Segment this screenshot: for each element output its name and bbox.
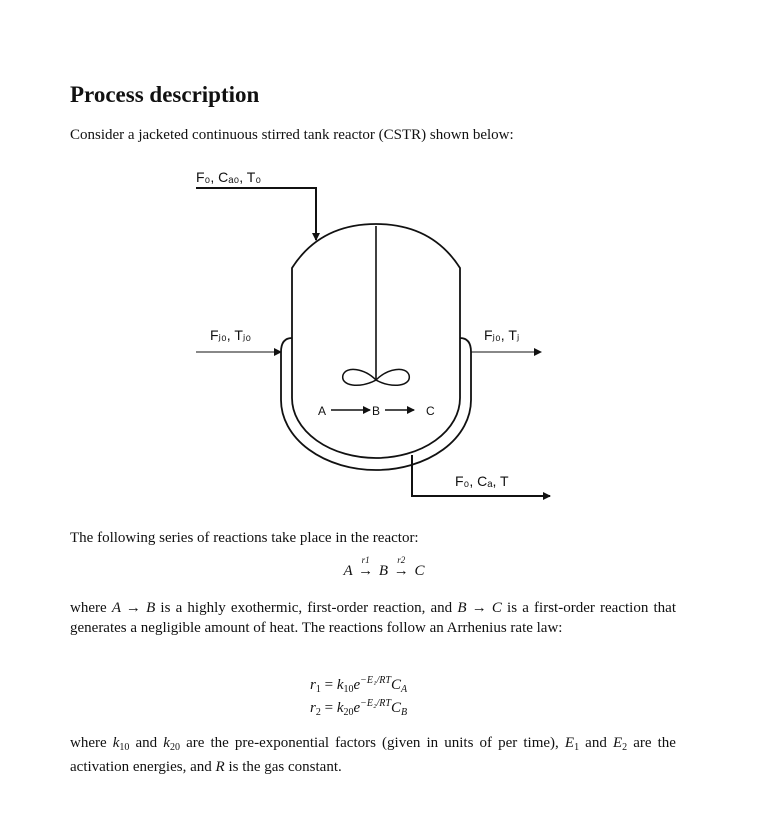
description-reaction-bc: B → C <box>457 600 502 616</box>
closing-text <box>70 734 676 777</box>
series-text: The following series of reactions take place in the reactor: <box>70 530 419 546</box>
closing-e2-sub: 2 <box>622 742 628 753</box>
description-text-3: is a first-order reaction that generates a negligible amount of heat. The reactions follow an Arrhenius rate law: <box>70 600 676 636</box>
jacket-outlet-label: Fⱼ₀, Tⱼ <box>484 327 520 343</box>
jacket-inlet-stub <box>281 338 292 352</box>
description-reaction-ab: A → B <box>111 600 156 616</box>
eq1-lhs: r <box>310 677 316 693</box>
vessel-species-c: C <box>426 404 435 418</box>
jacket-inlet-label: Fⱼ₀, Tⱼ₀ <box>210 327 252 343</box>
closing-text-6: is the gas constant. <box>224 758 342 775</box>
eq1-equals: = <box>324 677 334 693</box>
scheme-arrow-1: r1 → <box>358 555 374 579</box>
closing-k10: k <box>112 735 120 751</box>
cstr-diagram <box>0 160 768 520</box>
eq2-exponent: −E₂/RT <box>360 698 391 709</box>
description-text-2: is a highly exothermic, first-order reaction, and <box>155 600 458 616</box>
eq2-k-sub: 20 <box>343 707 354 718</box>
rate-equation-r1 <box>310 675 407 695</box>
closing-e2: E <box>612 735 623 751</box>
closing-text-1: where <box>70 735 113 751</box>
feed-line <box>196 188 316 240</box>
vessel-species-b: B <box>372 404 381 418</box>
scheme-rate-r2: r2 <box>397 555 406 565</box>
scheme-species-b: B <box>378 563 389 579</box>
reaction-scheme <box>0 555 768 580</box>
eq1-k: k <box>336 677 344 693</box>
eq1-c-sub: A <box>400 684 408 695</box>
eq2-k: k <box>336 700 344 716</box>
closing-e1: E <box>564 735 575 751</box>
reaction-description <box>70 599 676 638</box>
scheme-rate-r1: r1 <box>361 555 370 565</box>
description-text-1: where <box>70 600 112 616</box>
intro-text: Consider a jacketed continuous stirred tank reactor (CSTR) shown below: <box>70 127 514 143</box>
eq1-c: C <box>390 677 401 693</box>
eq1-e: e <box>353 677 361 693</box>
scheme-species-a: A <box>343 563 353 579</box>
eq1-lhs-sub: 1 <box>315 684 321 695</box>
closing-k20: k <box>163 735 170 751</box>
impeller-blade-right <box>376 369 409 385</box>
eq2-e: e <box>353 700 361 716</box>
eq2-lhs: r <box>310 700 316 716</box>
outlet-label: F₀, Cₐ, T <box>455 473 509 489</box>
rate-equation-r2 <box>310 698 407 718</box>
eq2-lhs-sub: 2 <box>315 707 321 718</box>
impeller-blade-left <box>343 369 376 385</box>
eq1-k-sub: 10 <box>343 684 354 695</box>
scheme-species-c: C <box>414 563 425 579</box>
closing-e1-sub: 1 <box>574 742 580 753</box>
scheme-arrow-2: r2 → <box>393 555 409 579</box>
vessel-species-a: A <box>318 404 327 418</box>
closing-k10-sub: 10 <box>119 742 130 753</box>
closing-text-4: and <box>579 735 613 751</box>
feed-label: F₀, Cₐ₀, T₀ <box>196 169 262 185</box>
eq2-equals: = <box>324 700 334 716</box>
eq2-c: C <box>390 700 401 716</box>
closing-text-3: are the pre-exponential factors (given in units of per time), <box>179 735 565 751</box>
eq2-c-sub: B <box>400 707 408 718</box>
eq1-exponent: −E₁/RT <box>360 675 391 686</box>
closing-text-2: and <box>129 735 164 751</box>
closing-text-5: are the activation energies, and <box>70 735 676 775</box>
jacket-outlet-stub <box>460 338 471 352</box>
section-heading: Process description <box>70 82 260 107</box>
closing-r: R <box>215 758 225 775</box>
closing-k20-sub: 20 <box>169 742 180 753</box>
